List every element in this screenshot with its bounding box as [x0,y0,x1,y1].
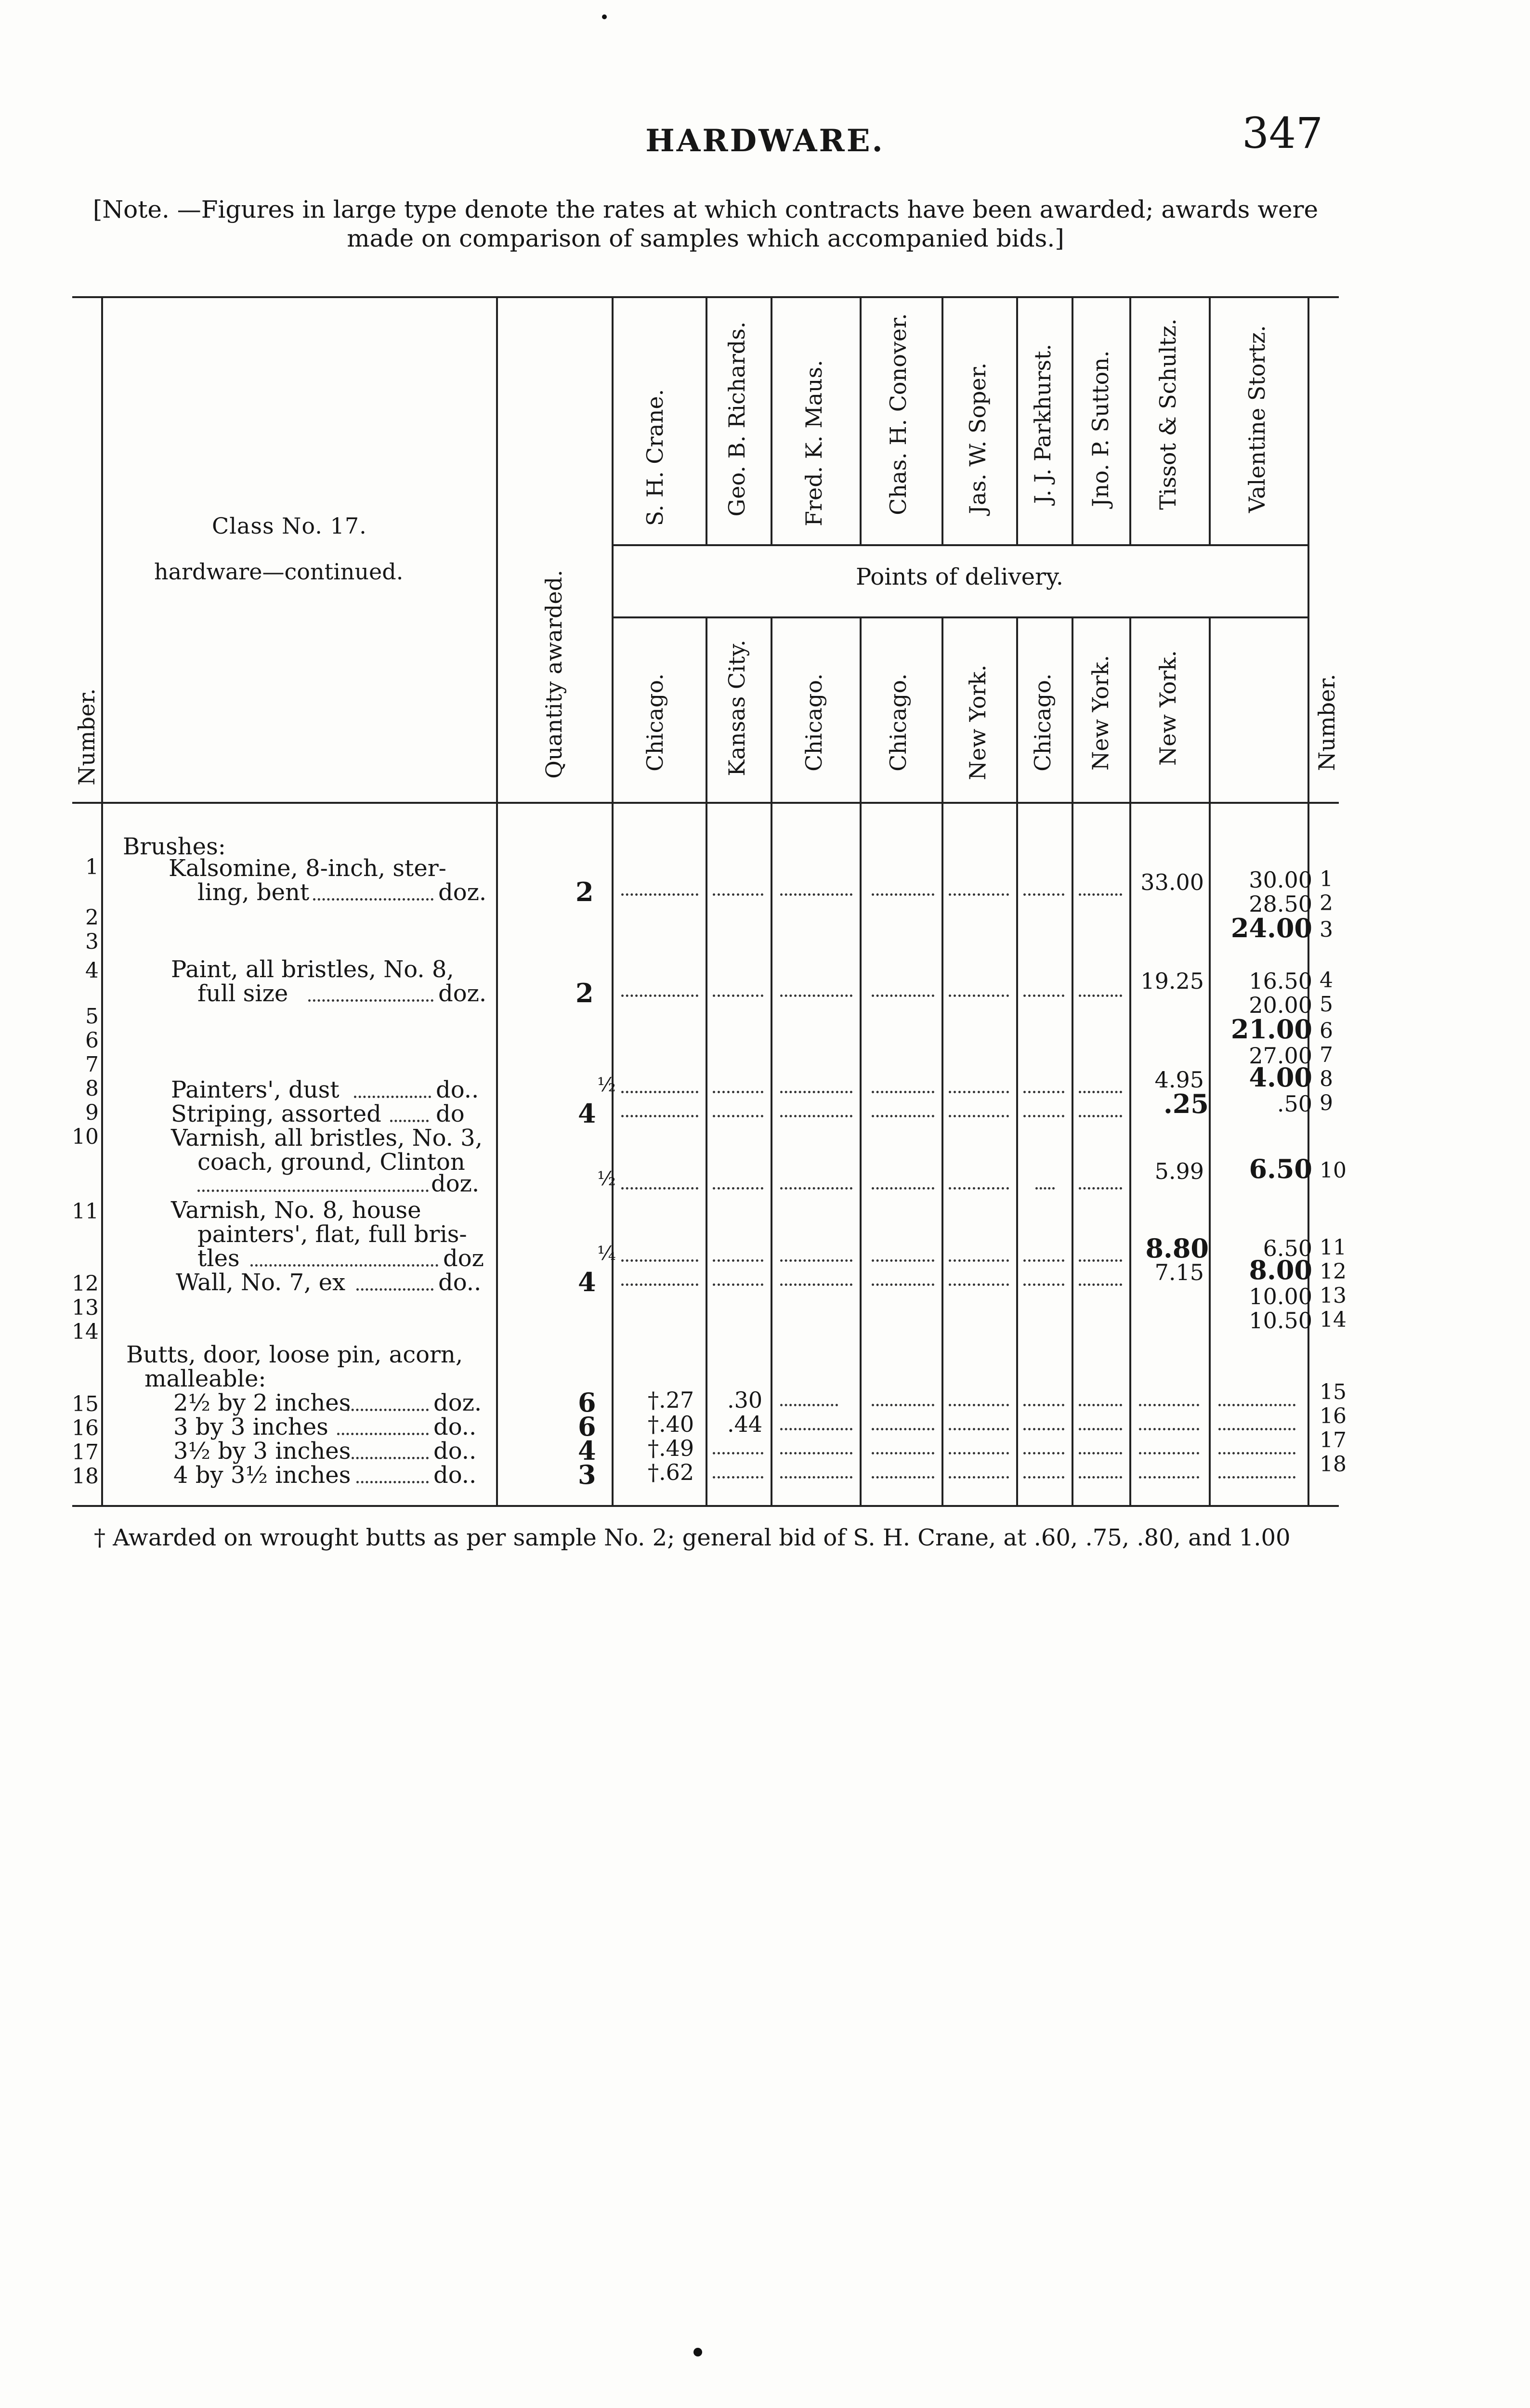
empty-bid [872,995,934,997]
unit: do.. [433,1413,477,1440]
unit: do [436,1100,465,1127]
col-rule [771,296,772,544]
ink-dot [693,2348,702,2356]
empty-bid [621,1115,698,1117]
item-description: Paint, all bristles, No. 8, [171,956,454,983]
price-awarded: 4.00 [1249,1062,1312,1093]
empty-bid [1079,1187,1122,1190]
empty-bid [713,995,763,997]
empty-bid [949,1283,1009,1286]
price: †.62 [648,1459,694,1485]
bidder-name: Valentine Stortz. [1244,325,1270,513]
item-description: malleable: [144,1365,266,1392]
item-description: painters', flat, full bris- [197,1221,467,1248]
quantity-value: 4 [578,1098,596,1129]
item-description: 2½ by 2 inches [173,1389,351,1416]
col-rule [771,616,772,1505]
price-awarded: 21.00 [1230,1014,1312,1045]
empty-bid [872,1404,934,1406]
row-number: 10 [1320,1158,1347,1183]
note-line-1: [Note. —Figures in large type denote the rates at which contracts have been awarded; awards were [92,196,1319,223]
empty-bid [621,1283,698,1286]
col-rule [942,616,943,1505]
empty-bid [949,1115,1009,1117]
col-rule [101,296,103,1505]
price: †.40 [648,1411,694,1437]
item-description: coach, ground, Clinton [197,1149,465,1176]
col-rule [706,616,707,1505]
col-rule [860,616,862,1505]
empty-bid [872,1115,934,1117]
row-number: 11 [72,1199,99,1224]
empty-bid [872,893,934,896]
empty-bid [949,1476,1009,1479]
empty-bid [1079,1428,1122,1430]
row-number: 14 [1320,1308,1347,1332]
empty-bid [1023,1259,1064,1262]
item-description: Striping, assorted [171,1100,381,1127]
price-awarded: 6.50 [1249,1153,1312,1184]
bidder-name: Geo. B. Richards. [724,321,750,517]
empty-bid [949,995,1009,997]
row-number: 9 [1320,1091,1333,1115]
empty-bid [1023,893,1064,896]
item-description: 3 by 3 inches [173,1413,328,1440]
empty-bid [949,1259,1009,1262]
row-number: 9 [85,1100,99,1125]
empty-bid [713,1476,763,1479]
empty-bid [1023,1428,1064,1430]
price: 16.50 [1249,968,1312,994]
price: 10.50 [1249,1308,1312,1334]
empty-bid [780,995,852,997]
unit: do.. [433,1462,477,1489]
col-rule [1072,616,1073,1505]
bidder-name: J. J. Parkhurst. [1030,343,1056,504]
empty-bid [949,1452,1009,1454]
bidder-name: S. H. Crane. [642,389,668,526]
item-description: 3½ by 3 inches [173,1438,351,1465]
empty-bid [949,893,1009,896]
row-number: 5 [1320,992,1333,1017]
quantity-value: ½ [597,1168,616,1190]
price: .50 [1277,1091,1312,1117]
empty-bid [1079,1115,1122,1117]
row-number: 8 [1320,1067,1333,1091]
row-number: 13 [1320,1283,1347,1308]
row-number: 2 [1320,891,1333,916]
class-label: Class No. 17. [212,513,367,539]
empty-bid [1023,1404,1064,1406]
dotted-leader [356,1481,429,1483]
empty-bid [780,893,852,896]
quantity-value: 3 [578,1459,596,1490]
row-number: 1 [1320,867,1333,891]
unit: do.. [433,1438,477,1465]
dotted-leader [313,898,433,901]
empty-bid [713,893,763,896]
footnote: † Awarded on wrought butts as per sample No. 2; general bid of S. H. Crane, at .60, .75, .80, and 1.00 [94,1524,1291,1551]
row-number: 10 [72,1125,99,1149]
quantity-value: 4 [578,1435,596,1466]
quantity-value: ¼ [597,1243,616,1265]
dotted-leader [354,1096,431,1098]
item-description: Wall, No. 7, ex [176,1269,346,1296]
empty-bid [621,1187,698,1190]
empty-bid [872,1452,934,1454]
empty-bid [713,1283,763,1286]
price: †.49 [648,1435,694,1461]
col-rule [1129,296,1131,544]
dotted-leader [352,1457,429,1459]
dotted-leader [356,1288,433,1291]
row-number: 14 [72,1320,99,1344]
empty-bid [621,1091,698,1093]
empty-bid [780,1115,852,1117]
empty-bid [872,1187,934,1190]
empty-bid [780,1091,852,1093]
col-rule [860,296,862,544]
col-rule [706,296,707,544]
col-rule [942,296,943,544]
empty-bid [872,1476,934,1479]
empty-bid [872,1259,934,1262]
price: 10.00 [1249,1283,1312,1309]
bidder-name: Jas. W. Soper. [965,362,991,514]
price: 28.50 [1249,891,1312,917]
row-number: 3 [1320,917,1333,942]
empty-bid [1139,1428,1199,1430]
price: .44 [727,1411,763,1437]
page-title: HARDWARE. [645,123,885,159]
item-description: 4 by 3½ inches [173,1462,351,1489]
bidder-name: Tissot & Schultz. [1155,318,1181,510]
row-number: 6 [1320,1019,1333,1043]
empty-bid [1079,1283,1122,1286]
item-description: Kalsomine, 8-inch, ster- [169,855,446,882]
delivery-point: New York. [1087,654,1113,771]
row-number: 1 [85,855,99,879]
row-number: 11 [1320,1235,1347,1260]
item-description: ling, bent [197,879,310,906]
number-column-header: Number. [74,688,100,785]
empty-bid [1218,1476,1295,1479]
delivery-point: New York. [1155,650,1181,766]
empty-bid [1218,1428,1295,1430]
empty-bid [780,1187,852,1190]
dotted-leader [308,999,433,1002]
dotted-leader [337,1433,429,1435]
row-number: 16 [1320,1404,1347,1428]
empty-bid [621,995,698,997]
row-number: 5 [85,1004,99,1029]
empty-bid [780,1452,852,1454]
empty-bid [713,1452,763,1454]
empty-bid [713,1187,763,1190]
price-awarded: 8.00 [1249,1255,1312,1285]
col-rule [1016,296,1018,544]
item-description: Varnish, No. 8, house [171,1197,421,1224]
price: 19.25 [1140,968,1204,994]
row-number: 12 [72,1271,99,1296]
empty-bid [1139,1452,1199,1454]
empty-bid [1023,1476,1064,1479]
bidder-name: Jno. P. Sutton. [1087,350,1113,507]
col-rule [612,296,614,1505]
item-description: Varnish, all bristles, No. 3, [171,1125,483,1152]
table-bottom-rule [72,1505,1339,1507]
quantity-value: 4 [578,1267,596,1297]
quantity-value: 2 [575,978,594,1008]
empty-bid [1023,1452,1064,1454]
brushes-heading: Brushes: [123,833,226,860]
item-description: Butts, door, loose pin, acorn, [126,1341,463,1368]
empty-bid [621,893,698,896]
note [72,195,1339,253]
col-rule [1072,296,1073,544]
item-description: Painters', dust [171,1076,340,1103]
delivery-point: Kansas City. [724,640,750,776]
delivery-label-rule [612,616,1308,618]
row-number: 7 [85,1052,99,1077]
price: 5.99 [1154,1158,1204,1184]
empty-bid [1079,893,1122,896]
row-number: 8 [85,1076,99,1101]
dotted-leader [390,1120,429,1122]
price: 33.00 [1140,869,1204,895]
empty-bid [1079,1476,1122,1479]
empty-bid [949,1404,1009,1406]
row-number: 7 [1320,1043,1333,1067]
dotted-leader [250,1264,438,1267]
delivery-point: New York. [965,664,991,781]
unit: do.. [438,1269,482,1296]
item-description: tles [197,1245,240,1272]
price: †.27 [648,1387,694,1413]
empty-bid [949,1428,1009,1430]
empty-bid [621,1259,698,1262]
col-rule [1129,616,1131,1505]
row-number: 18 [1320,1452,1347,1477]
points-of-delivery-label: Points of delivery. [856,563,1063,590]
empty-bid [1079,1404,1122,1406]
empty-bid [1023,995,1064,997]
row-number: 3 [85,929,99,954]
empty-bid [1079,1452,1122,1454]
dotted-leader [347,1409,429,1411]
note-line-2: made on comparison of samples which accompanied bids.] [347,224,1064,252]
price-awarded: 24.00 [1230,913,1312,943]
empty-bid [1079,1259,1122,1262]
empty-bid [713,1115,763,1117]
quantity-value: 2 [575,877,594,907]
quantity-value: 6 [578,1387,596,1418]
row-number: 17 [72,1440,99,1465]
empty-bid [949,1091,1009,1093]
unit: doz. [431,1170,480,1197]
class-subtitle: hardware—continued. [154,559,404,585]
row-number: 16 [72,1416,99,1440]
row-number: 4 [85,958,99,983]
empty-bid [1139,1476,1199,1479]
price-awarded: 8.80 [1145,1233,1209,1264]
price: 30.00 [1249,867,1312,893]
row-number: 4 [1320,968,1333,993]
empty-bid [949,1187,1009,1190]
price: 20.00 [1249,992,1312,1018]
col-rule [1209,616,1211,1505]
unit: doz. [438,980,487,1007]
empty-bid [713,1259,763,1262]
empty-bid [1023,1283,1064,1286]
empty-bid [1218,1404,1295,1406]
price-awarded: .25 [1164,1088,1209,1119]
row-number: 17 [1320,1428,1347,1453]
bidder-row-rule [612,544,1308,546]
empty-bid [780,1404,838,1406]
col-rule [496,296,498,1505]
empty-bid [780,1259,852,1262]
empty-bid [1023,1091,1064,1093]
price: .30 [727,1387,763,1413]
unit: doz [443,1245,484,1272]
empty-bid [1079,995,1122,997]
quantity-value: 6 [578,1411,596,1442]
delivery-point: Chicago. [801,673,827,772]
empty-bid [1079,1091,1122,1093]
delivery-point: Chicago. [885,673,911,772]
quantity-value: ½ [597,1074,616,1096]
unit: do.. [436,1076,479,1103]
unit: doz. [433,1389,482,1416]
row-number: 15 [1320,1380,1347,1404]
unit: doz. [438,879,487,906]
empty-bid [1139,1404,1199,1406]
row-number: 6 [85,1028,99,1053]
empty-bid [780,1476,852,1479]
dotted-leader [197,1190,429,1192]
price: 7.15 [1154,1259,1204,1285]
empty-bid [872,1283,934,1286]
row-number: 15 [72,1392,99,1416]
empty-bid [1218,1452,1295,1454]
price: 4.95 [1154,1067,1204,1093]
empty-bid [780,1428,852,1430]
delivery-point: Chicago. [642,673,668,772]
row-number: 18 [72,1464,99,1489]
row-number: 12 [1320,1259,1347,1284]
col-rule [1209,296,1211,544]
ink-dot [602,14,607,19]
empty-bid [780,1283,852,1286]
empty-bid [872,1091,934,1093]
empty-bid [713,1091,763,1093]
bidder-name: Fred. K. Maus. [801,360,827,526]
delivery-point: Chicago. [1030,673,1056,772]
col-rule [1016,616,1018,1505]
empty-bid [1023,1115,1064,1117]
page-number: 347 [1242,108,1323,158]
empty-bid [1035,1187,1055,1190]
row-number: 13 [72,1296,99,1320]
price: 6.50 [1263,1235,1312,1261]
number-column-header-right: Number. [1314,674,1340,771]
bidder-name: Chas. H. Conover. [885,313,911,515]
row-number: 2 [85,905,99,930]
item-description: full size [197,980,288,1007]
empty-bid [872,1428,934,1430]
price: 27.00 [1249,1043,1312,1069]
quantity-column-header: Quantity awarded. [541,570,567,779]
